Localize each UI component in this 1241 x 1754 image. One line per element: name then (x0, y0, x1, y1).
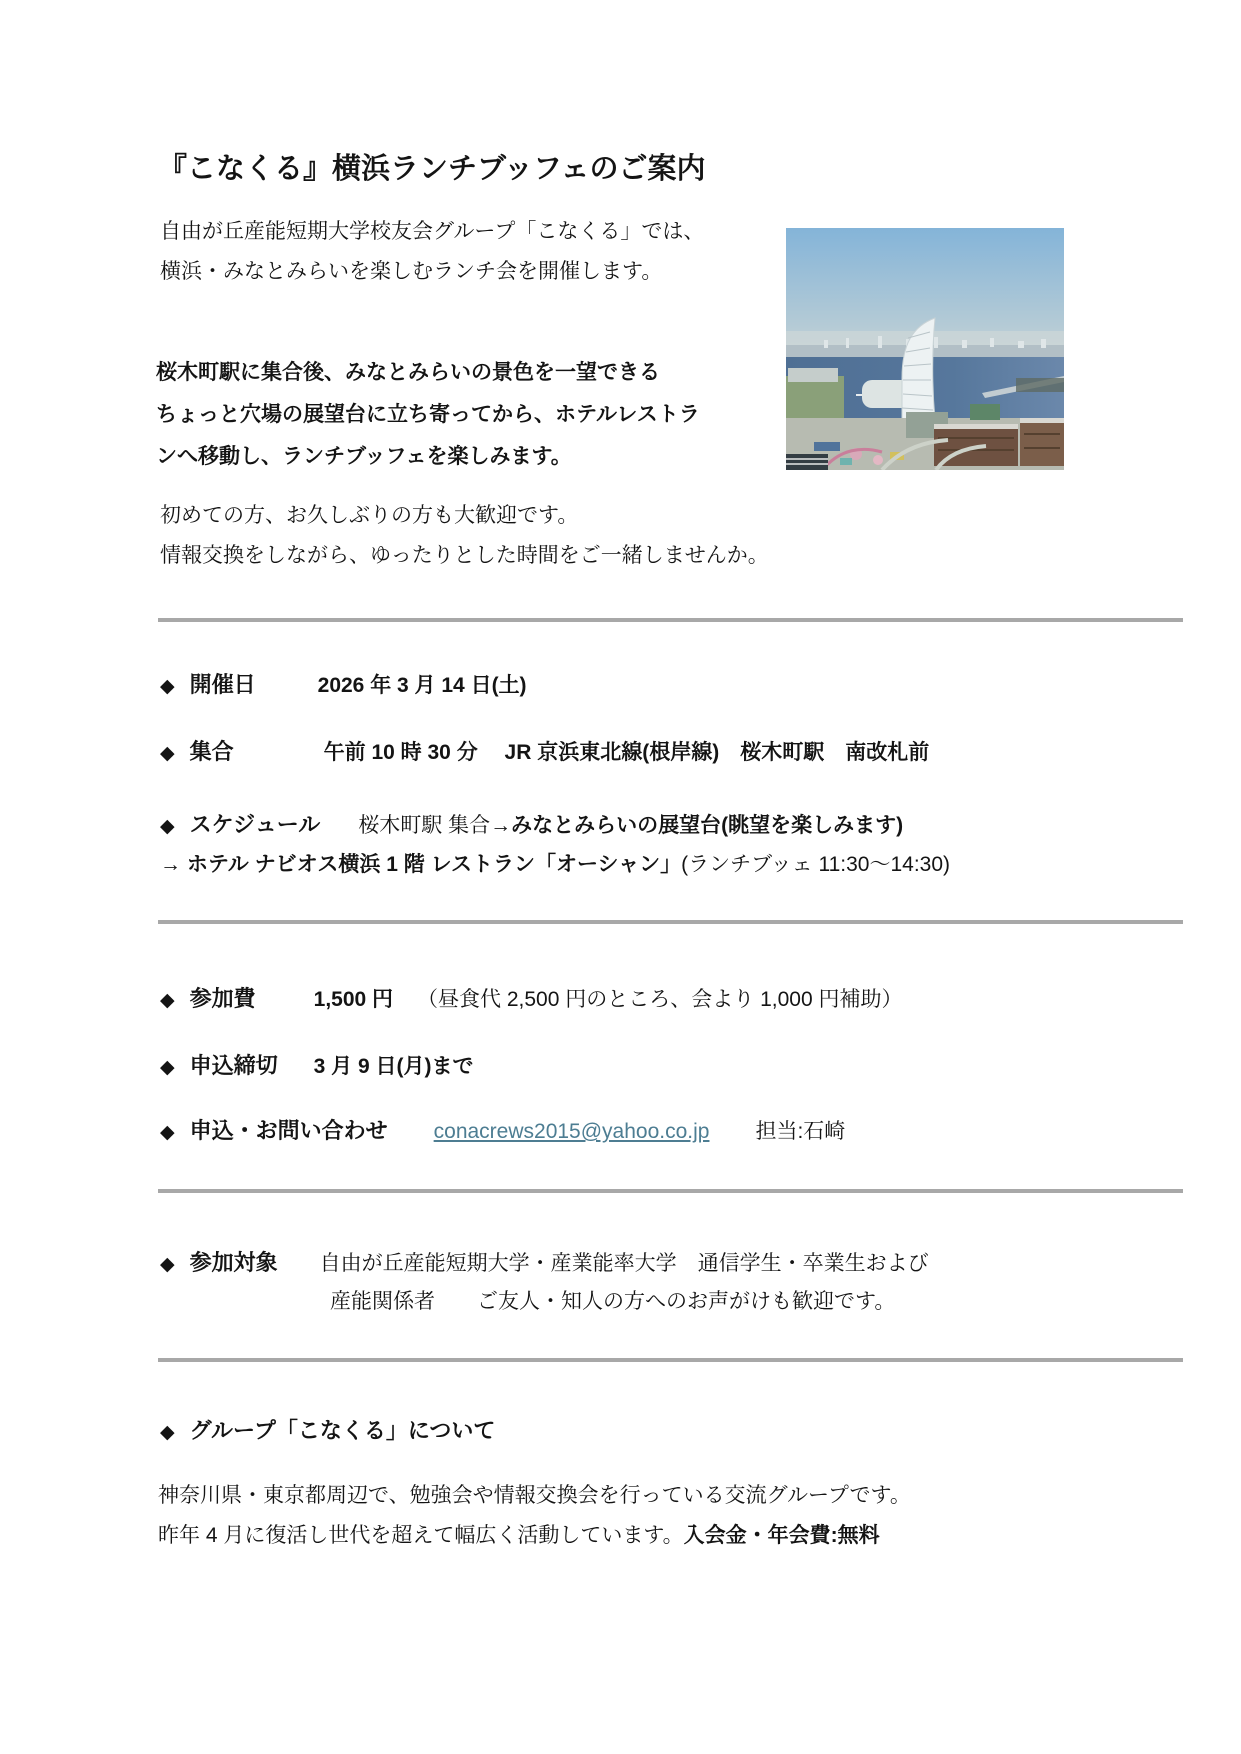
schedule-label: スケジュール (189, 812, 321, 837)
diamond-bullet-icon: ◆ (160, 1057, 175, 1078)
diamond-bullet-icon: ◆ (160, 990, 175, 1011)
section-divider-3 (158, 1189, 1183, 1193)
diamond-bullet-icon: ◆ (160, 816, 175, 837)
contact-email-link[interactable]: conacrews2015@yahoo.co.jp (433, 1120, 710, 1143)
intro-paragraph-1 (160, 212, 704, 292)
meeting-row (160, 735, 929, 766)
schedule-line2-plain: (ランチブッェ 11:30～14:30) (681, 853, 951, 876)
deadline-row (160, 1049, 474, 1080)
fee-row (160, 982, 902, 1013)
intro-paragraph-2 (156, 352, 700, 478)
group-description (158, 1476, 911, 1556)
section-divider-1 (158, 618, 1183, 622)
event-date-value: 2026 年 3 月 14 日(土) (317, 674, 527, 697)
photo-green-building (970, 404, 1000, 420)
group-line2-plain: 昨年 4 月に復活し世代を超えて幅広く活動しています。 (158, 1524, 684, 1547)
intro-p3-line2: 情報交換をしながら、ゆったりとした時間をご一緒しませんか。 (160, 544, 769, 567)
group-line1: 神奈川県・東京都周辺で、勉強会や情報交換会を行っている交流グループです。 (158, 1484, 911, 1507)
contact-row (160, 1114, 845, 1145)
schedule-row-2 (160, 848, 950, 878)
group-heading: グループ「こなくる」について (189, 1418, 496, 1443)
audience-row (160, 1246, 929, 1277)
intro-p2-line3: ンへ移動し、ランチブッフェを楽しみます。 (156, 445, 572, 468)
diamond-bullet-icon: ◆ (160, 1254, 175, 1275)
photo-left-trees (786, 376, 844, 422)
photo-canal (814, 442, 840, 451)
section-divider-2 (158, 920, 1183, 924)
event-date-label: 開催日 (189, 672, 256, 697)
audience-label: 参加対象 (189, 1250, 278, 1275)
intro-p2-line1: 桜木町駅に集合後、みなとみらいの景色を一望できる (156, 361, 660, 384)
fee-label: 参加費 (189, 986, 256, 1011)
group-heading-row (160, 1414, 495, 1445)
fee-amount: 1,500 円 (313, 988, 394, 1011)
schedule-line2-bold: → ホテル ナビオス横浜 1 階 レストラン「オーシャン」 (160, 853, 682, 876)
photo-brick-buildings (934, 418, 1064, 466)
group-line2-bold: 入会金・年会費:無料 (683, 1524, 880, 1547)
diamond-bullet-icon: ◆ (160, 1122, 175, 1143)
diamond-bullet-icon: ◆ (160, 676, 175, 697)
intro-paragraph-3 (160, 496, 769, 576)
intro-p1-line2: 横浜・みなとみらいを楽しむランチ会を開催します。 (160, 260, 663, 283)
section-divider-4 (158, 1358, 1183, 1362)
photo-left-buildings (788, 368, 838, 382)
diamond-bullet-icon: ◆ (160, 743, 175, 764)
audience-line2: 産能関係者 ご友人・知人の方へのお声がけも歓迎です。 (330, 1290, 896, 1313)
schedule-line1-bold: みなとみらいの展望台(眺望を楽しみます) (511, 814, 904, 837)
photo-striped-building (786, 454, 828, 470)
page-title: 『こなくる』横浜ランチブッフェのご案内 (158, 153, 706, 185)
deadline-value: 3 月 9 日(月)まで (313, 1055, 474, 1078)
contact-label: 申込・お問い合わせ (189, 1118, 388, 1143)
fee-note: （昼食代 2,500 円のところ、会より 1,000 円補助） (417, 988, 903, 1011)
diamond-bullet-icon: ◆ (160, 1422, 175, 1443)
intro-p2-line2: ちょっと穴場の展望台に立ち寄ってから、ホテルレストラ (156, 403, 700, 426)
intro-p1-line1: 自由が丘産能短期大学校友会グループ「こなくる」では、 (160, 220, 705, 243)
photo-pier-buildings (1016, 378, 1064, 392)
contact-person: 担当:石崎 (755, 1120, 846, 1143)
meeting-label: 集合 (189, 739, 234, 764)
deadline-label: 申込締切 (189, 1053, 278, 1078)
meeting-value: 午前 10 時 30 分 JR 京浜東北線(根岸線) 桜木町駅 南改札前 (323, 741, 930, 764)
minatomirai-photo (786, 228, 1064, 470)
schedule-line1-plain: 桜木町駅 集合→ (358, 814, 512, 837)
intro-p3-line1: 初めての方、お久しぶりの方も大歓迎です。 (160, 504, 579, 527)
schedule-row (160, 808, 903, 839)
group-line2 (158, 1516, 911, 1556)
event-date-row (160, 668, 527, 699)
audience-row-2 (330, 1285, 895, 1315)
audience-line1: 自由が丘産能短期大学・産業能率大学 通信学生・卒業生および (319, 1252, 929, 1275)
